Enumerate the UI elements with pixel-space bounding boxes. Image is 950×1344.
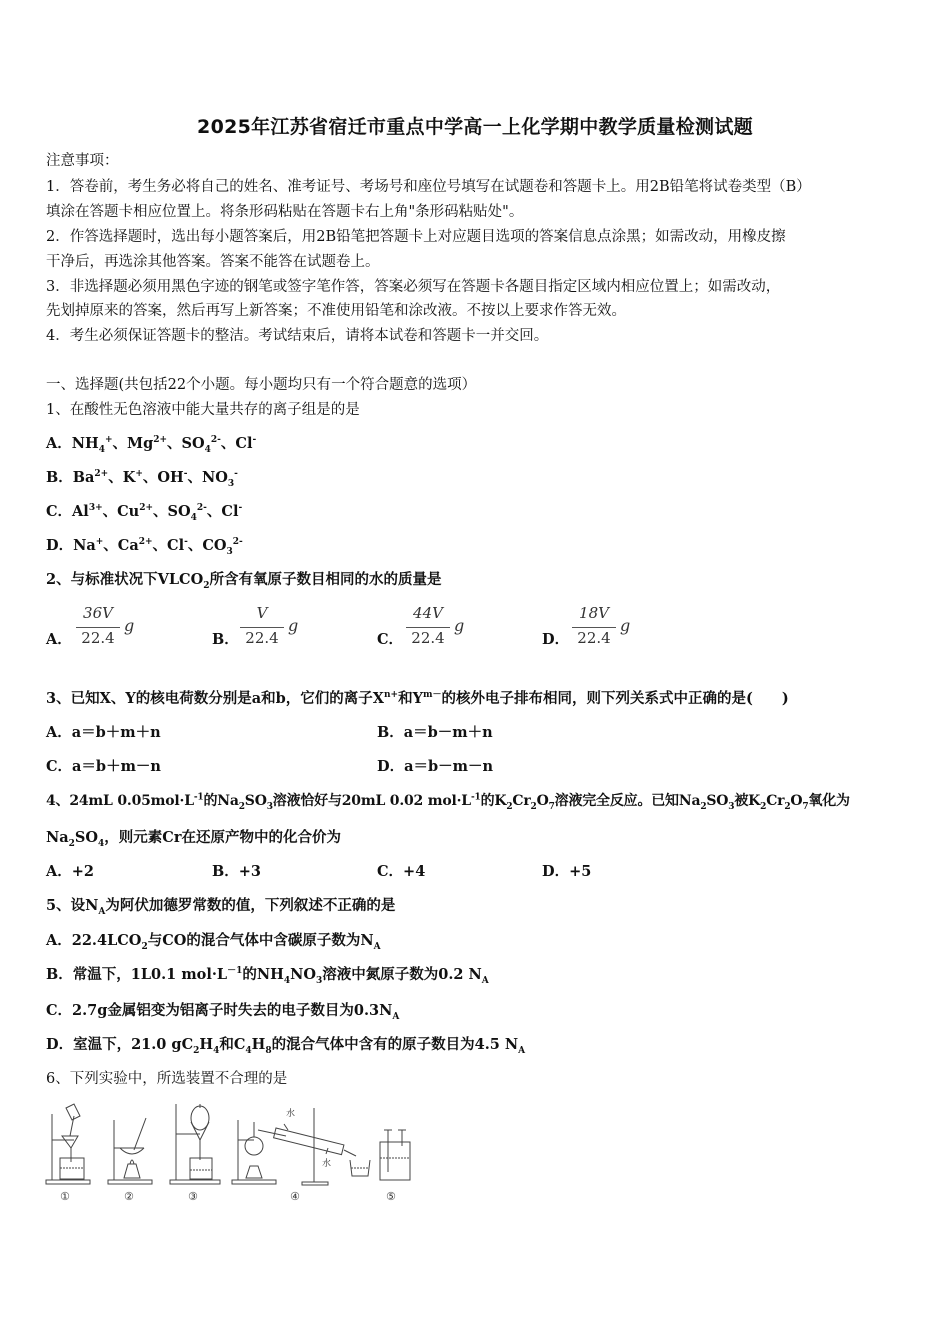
- question-5-option-b: B．常温下，1L0.1 $mol\cdot L^{-1}$的$NH_4NO_3$溶液中氮原子数为0.2 $N_A$: [46, 966, 489, 986]
- section-heading: 一、选择题(共包括22个小题。每小题均只有一个符合题意的选项）: [46, 377, 477, 393]
- notice-line: 4．考生必须保证答题卡的整洁。考试结束后，请将本试卷和答题卡一并交回。: [46, 328, 549, 344]
- notice-line: 干净后，再选涂其他答案。答案不能答在试题卷上。: [46, 254, 380, 270]
- apparatus-label: ①: [60, 1190, 70, 1203]
- apparatus-label: ②: [124, 1190, 134, 1203]
- apparatus-1-filtration: [46, 1104, 90, 1184]
- question-3-option-c: C．a＝b＋m－n: [46, 758, 161, 775]
- question-2-stem: 2、与标准状况下$VLCO_2$所含有氧原子数目相同的水的质量是: [46, 571, 442, 591]
- question-6-stem: 6、下列实验中，所选装置不合理的是: [46, 1071, 288, 1087]
- question-2-option-c-label: C．: [377, 631, 404, 648]
- question-2-option-d-label: D．: [542, 631, 570, 648]
- question-4-stem-line2: $Na_2SO_4$，则元素Cr在还原产物中的化合价为: [46, 829, 341, 849]
- question-5-stem: 5、设$N_A$为阿伏加德罗常数的值，下列叙述不正确的是: [46, 897, 396, 917]
- notice-line: 2．作答选择题时，选出每小题答案后，用2B铅笔把答题卡上对应题目选项的答案信息点涂黑；如需改动，用橡皮擦: [46, 229, 786, 245]
- question-2-option-b-label: B．: [212, 631, 239, 648]
- apparatus-label: ③: [188, 1190, 198, 1203]
- question-1-option-c: C．$Al^{3+}$、$Cu^{2+}$、$SO_4^{2-}$、Cl-: [46, 503, 243, 523]
- apparatus-5-gas-washing-bottle: [380, 1130, 410, 1180]
- water-label: 水: [322, 1159, 332, 1169]
- question-4-option-b: B．+3: [212, 863, 261, 880]
- question-4-option-a: A．+2: [46, 863, 94, 880]
- question-5-option-d: D．室温下，21.0 $gC_2H_4$和$C_4H_8$的混合气体中含有的原子数目为4.5 $N_A$: [46, 1036, 526, 1056]
- page-title: 2025年江苏省宿迁市重点中学高一上化学期中教学质量检测试题: [197, 116, 753, 138]
- notice-line: 先划掉原来的答案，然后再写上新答案；不准使用铅笔和涂改液。不按以上要求作答无效。: [46, 303, 626, 319]
- question-5-option-c: C．2.7g金属铝变为铝离子时失去的电子数目为$0.3N_A$: [46, 1002, 400, 1022]
- question-3-option-a: A．a＝b＋m＋n: [46, 724, 161, 741]
- apparatus-3-separatory-funnel: [170, 1104, 220, 1184]
- notice-line: 1．答卷前，考生务必将自己的姓名、准考证号、考场号和座位号填写在试题卷和答题卡上。用2B铅笔将试卷类型（B）: [46, 179, 811, 195]
- question-1-option-a: A．$NH_4^+$、$Mg^{2+}$、$SO_4^{2-}$、Cl-: [46, 435, 257, 455]
- question-3-option-b: B．a＝b－m＋n: [377, 724, 493, 741]
- question-1-option-d: D．Na+、$Ca^{2+}$、Cl-、$CO_3^{2-}$: [46, 537, 243, 557]
- apparatus-4-distillation: [232, 1108, 370, 1185]
- question-4-option-d: D．+5: [542, 863, 592, 880]
- notice-heading: 注意事项：: [46, 153, 119, 169]
- question-1-stem: 1、在酸性无色溶液中能大量共存的离子组是的是: [46, 402, 360, 418]
- question-5-option-a: A．$22.4LCO_2$与CO的混合气体中含碳原子数为$N_A$: [46, 932, 381, 952]
- notice-line: 3．非选择题必须用黑色字迹的钢笔或签字笔作答，答案必须写在答题卡各题目指定区域内相应位置上；如需改动，: [46, 279, 781, 295]
- question-2-option-a-label: A．: [46, 631, 72, 648]
- water-label: 水: [286, 1109, 296, 1119]
- exam-page: 2025年江苏省宿迁市重点中学高一上化学期中教学质量检测试题 注意事项： 1．答卷前，考生务必将自己的姓名、准考证号、考场号和座位号填写在试题卷和答题卡上。用2B铅笔将试卷类型（B） 填涂在答题卡相应位置上。将条形码粘贴在答题卡右上角"条形码粘贴处"。 2．作答选择题时，选出每小题答案后，用2B铅笔把答题卡上对应题目选项的答案信息点涂黑；如需改动，用橡皮擦 干净后，再选涂其他答案。答案不能答在试题卷上。 3．非选择题必须用黑色字迹的钢笔或签字笔作答，答案必须写在答题卡各题目指定区域内相应位置上；如需改动， 先划掉原来的答案，然后再写上新答案；不准使用铅笔和涂改液。不按以上要求作答无效。 4．考生必须保证答题卡的整洁。考试结束后，请将本试卷和答题卡一并交回。 一、选择题(共包括22个小题。每小题均只有一个符合题意的选项） 1、在酸性无色溶液中能大量共存的离子组是的是 A．$NH_4^+$、$Mg^{2+}$、$SO_4^{2-}$、Cl- B．$Ba^{2+}$、K+、OH-、$NO_3^-$ C．$Al^{3+}$、$Cu^{2+}$、$SO_4^{2-}$、Cl- D．Na+、$Ca^{2+}$、Cl-、$CO_3^{2-}$ 2、与标准状况下$VLCO_2$所含有氧原子数目相同的水的质量是 A． 36V 22.4 g B． V 22.4 g C． 44V 22.4 g D． 18V 22.4 g 3、已知X、Y的核电荷数分别是a和b，它们的离子$X^{n+}$和$Y^{m-}$的核外电子排布相同，则下列关系式中正确的是( ) A．a＝b＋m＋n B．a＝b－m＋n C．a＝b＋m－n D．a＝b－m－n 4、24mL $0.05mol\cdot L^{-1}$的$Na_2SO_3$溶液恰好与20mL 0.02 $mol\cdot L^{-1}$的$K_2Cr_2O_7$溶液完全反应。已知$Na_2SO_3$被$K_2Cr_2O_7$氧化为 $Na_2SO_4$，则元素Cr在还原产物中的化合价为 A．+2 B．+3 C．+4 D．+5 5、设$N_A$为阿伏加德罗常数的值，下列叙述不正确的是 A．$22.4LCO_2$与CO的混合气体中含碳原子数为$N_A$ B．常温下，1L0.1 $mol\cdot L^{-1}$的$NH_4NO_3$溶液中氮原子数为0.2 $N_A$ C．2.7g金属铝变为铝离子时失去的电子数目为$0.3N_A$ D．室温下，21.0 $gC_2H_4$和$C_4H_8$的混合气体中含有的原子数目为4.5 $N_A$ 6、下列实验中，所选装置不合理的是 ① ② ③ ④ ⑤ 水 水: [0, 0, 950, 1344]
- question-4-stem-line1: 4、24mL $0.05mol\cdot L^{-1}$的$Na_2SO_3$溶液恰好与20mL 0.02 $mol\cdot L^{-1}$的$K_2Cr_2O_7$溶液完全反应。已知$Na_2SO_3$被$K_2Cr_2O_7$氧化为: [46, 792, 850, 812]
- question-3-option-d: D．a＝b－m－n: [377, 758, 493, 775]
- question-1-option-b: B．$Ba^{2+}$、K+、OH-、$NO_3^-$: [46, 469, 238, 489]
- question-4-option-c: C．+4: [377, 863, 426, 880]
- apparatus-2-evaporation: [108, 1118, 152, 1184]
- apparatus-label: ④: [290, 1190, 300, 1203]
- lab-apparatus-figure: [40, 1100, 420, 1205]
- question-3-stem: 3、已知X、Y的核电荷数分别是a和b，它们的离子$X^{n+}$和$Y^{m-}$的核外电子排布相同，则下列关系式中正确的是( ): [46, 690, 789, 707]
- notice-line: 填涂在答题卡相应位置上。将条形码粘贴在答题卡右上角"条形码粘贴处"。: [46, 204, 524, 220]
- apparatus-label: ⑤: [386, 1190, 396, 1203]
